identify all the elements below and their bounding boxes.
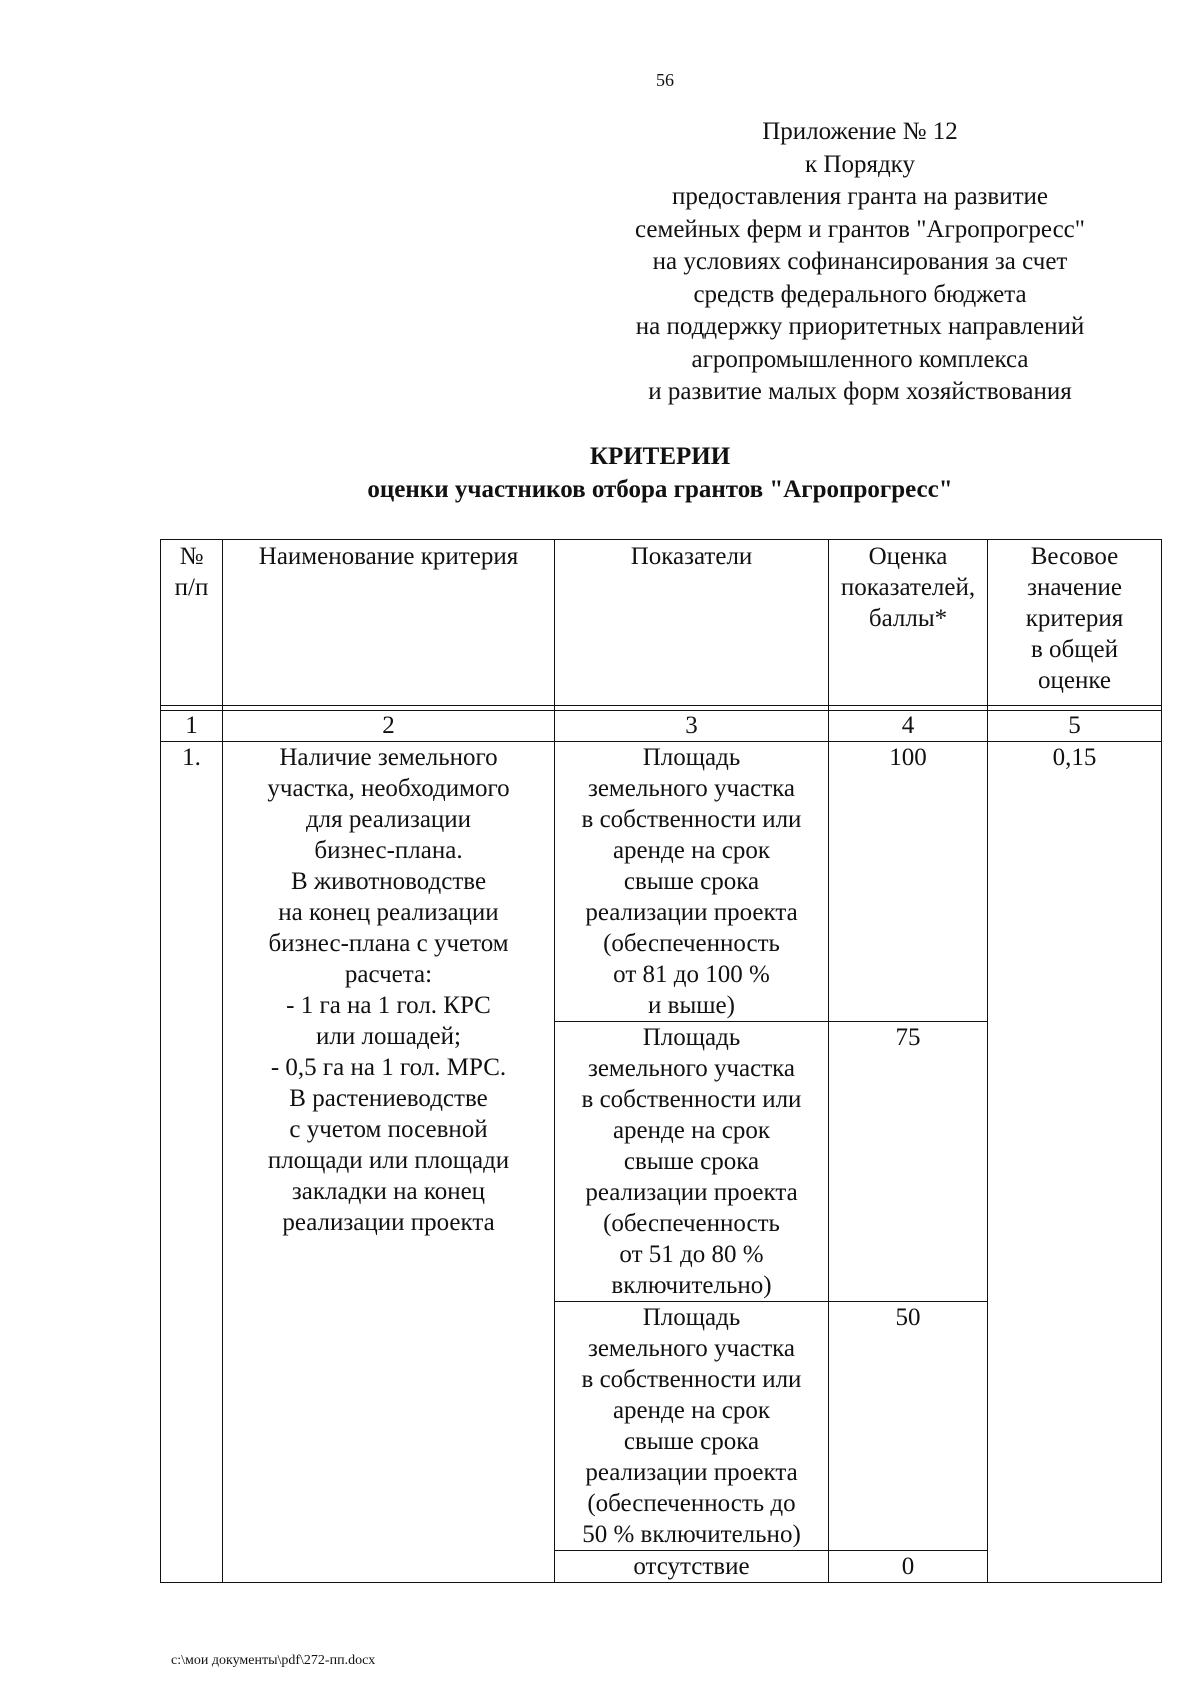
appendix-line: к Порядку [805, 150, 915, 178]
table-row [161, 742, 1162, 1022]
footer-file-path: c:\мои документы\pdf\272-пп.docx [171, 1653, 376, 1668]
indicator-cell: Площадь земельного участка в собственности или аренде на срок свыше срока реализации проекта (обеспеченность до 50 % включительно) [555, 1302, 829, 1551]
header-weight: Весовое значение критерия в общей оценке [988, 540, 1162, 706]
column-number-row [161, 711, 1162, 742]
header-criterion: Наименование критерия [223, 540, 555, 706]
column-number: 5 [988, 711, 1162, 742]
title-main: КРИТЕРИИ [589, 443, 731, 470]
appendix-line: и развитие малых форм хозяйствования [648, 378, 1072, 405]
appendix-line: агропромышленного комплекса [691, 345, 1029, 373]
criterion-name: Наличие земельного участка, необходимого для реализации бизнес-плана. В животноводстве на конец реализации бизнес-плана с учетом расчета: - 1 га на 1 гол. КРС или лошадей; - 0,5 га на 1 гол. МРС. В растениеводстве с учетом посевной площади или площади закладки на конец реализации проекта [223, 742, 555, 1583]
column-number: 1 [161, 711, 223, 742]
column-number: 4 [829, 711, 988, 742]
score-cell: 50 [829, 1302, 988, 1551]
appendix-line: на поддержку приоритетных направлений [635, 313, 1085, 340]
indicator-cell: отсутствие [555, 1551, 829, 1583]
header-indicators: Показатели [555, 540, 829, 706]
score-cell: 0 [829, 1551, 988, 1583]
weight-cell: 0,15 [988, 742, 1162, 1583]
appendix-reference [610, 116, 1110, 409]
document-title [160, 440, 1160, 506]
score-cell: 75 [829, 1022, 988, 1302]
appendix-line: на условиях софинансирования за счет [652, 248, 1068, 275]
score-cell: 100 [829, 742, 988, 1022]
row-number: 1. [161, 742, 223, 1583]
indicator-cell: Площадь земельного участка в собственности или аренде на срок свыше срока реализации проекта (обеспеченность от 81 до 100 % и выше) [555, 742, 829, 1022]
appendix-line: Приложение № 12 [762, 118, 958, 145]
table-header-row [161, 540, 1162, 706]
criteria-table [160, 539, 1162, 1583]
appendix-line: предоставления гранта на развитие [671, 183, 1049, 210]
header-score: Оценка показателей, баллы* [829, 540, 988, 706]
page-number: 56 [656, 70, 674, 90]
indicator-cell: Площадь земельного участка в собственности или аренде на срок свыше срока реализации проекта (обеспеченность от 51 до 80 % включительно) [555, 1022, 829, 1302]
title-sub: оценки участников отбора грантов "Агропрогресс" [367, 476, 953, 503]
appendix-line: семейных ферм и грантов "Агропрогресс" [635, 215, 1085, 243]
column-number: 3 [555, 711, 829, 742]
column-number: 2 [223, 711, 555, 742]
header-number: № п/п [161, 540, 223, 706]
appendix-line: средств федерального бюджета [693, 280, 1027, 308]
